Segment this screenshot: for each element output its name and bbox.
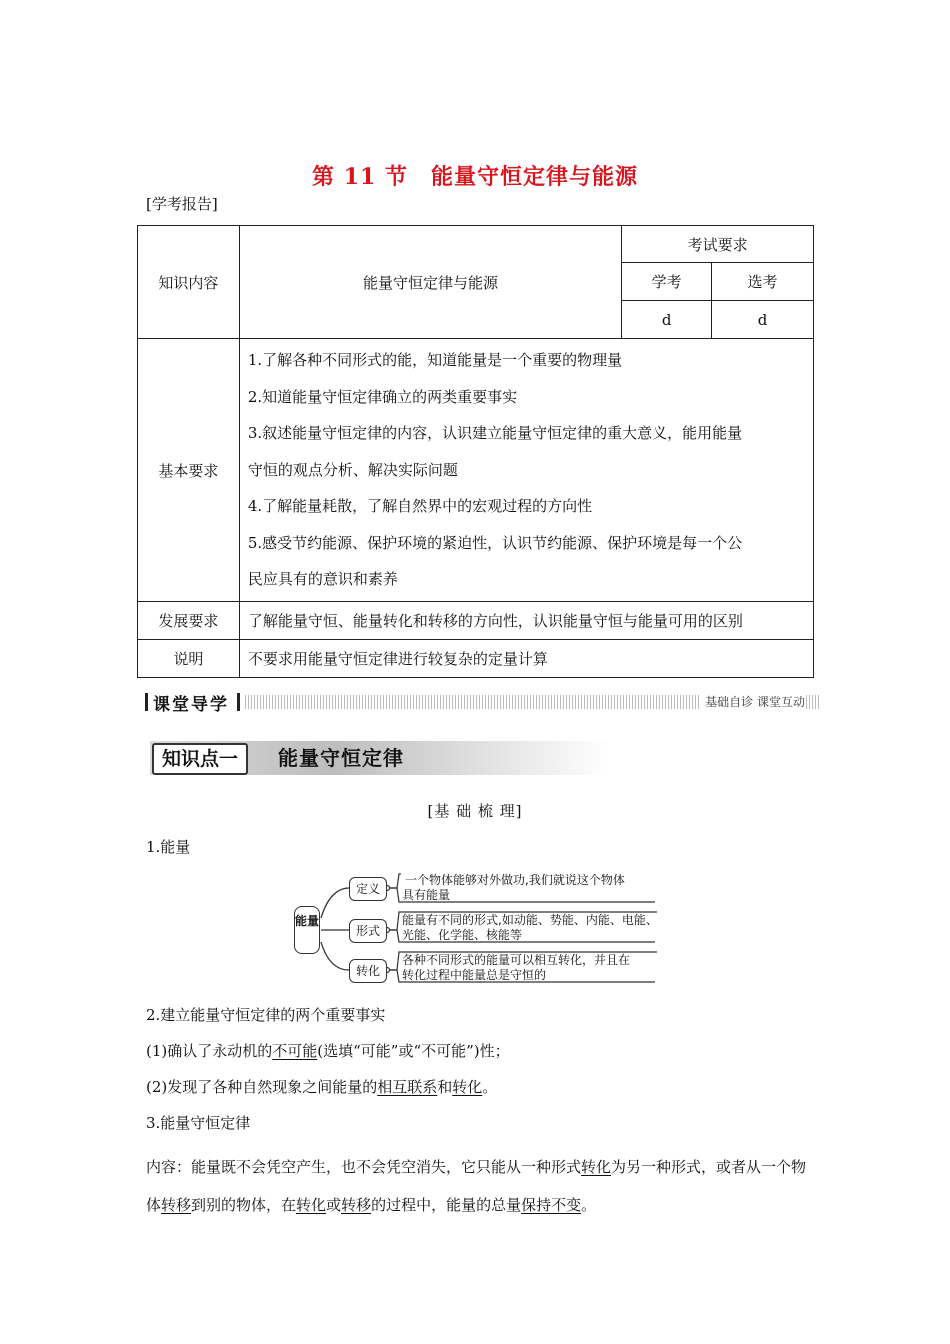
mindmap-desc-line: 能量有不同的形式,如动能、势能、内能、电能、 [402, 913, 658, 927]
basic-label: 基本要求 [138, 339, 240, 602]
basic-item: 5.感受节约能源、保护环境的紧迫性，认识节约能源、保护环境是每一个公 [247, 533, 743, 552]
fill-blank: 转移 [161, 1196, 192, 1214]
fill-blank: 转移 [341, 1196, 372, 1214]
note-value: 不要求用能量守恒定律进行较复杂的定量计算 [239, 640, 813, 678]
mindmap-desc-line: 光能、化学能、核能等 [402, 928, 523, 942]
text: 。 [581, 1196, 597, 1214]
item2-title: 2.建立能量守恒定律的两个重要事实 [146, 1006, 386, 1024]
xuekao-level: d [622, 301, 712, 339]
requirements-table [137, 225, 814, 678]
mindmap-desc-line: 各种不同形式的能量可以相互转化，并且在 [402, 953, 631, 967]
banner-title: 课堂导学 [153, 695, 229, 715]
xuekao-header: 学考 [622, 263, 712, 301]
fill-blank: 转化 [452, 1078, 483, 1096]
knowledge-point-title: 能量守恒定律 [278, 746, 404, 770]
item1-title: 1.能量 [146, 838, 191, 856]
mindmap-root: 能量 [294, 906, 320, 954]
item2-line1 [146, 1040, 510, 1061]
fill-blank: 转化 [581, 1158, 612, 1176]
text: 到别的物体，在 [191, 1196, 297, 1214]
basic-item: 民应具有的意识和素养 [247, 570, 398, 589]
fill-blank: 保持不变 [521, 1196, 582, 1214]
text: 的过程中，能量的总量 [371, 1196, 522, 1214]
basic-item: 1.了解各种不同形式的能，知道能量是一个重要的物理量 [247, 351, 623, 370]
text: 内容：能量既不会凭空产生，也不会凭空消失，它只能从一种形式 [146, 1158, 582, 1176]
report-label: [学考报告] [146, 195, 218, 213]
text: (选填“可能”或“不可能”)性； [317, 1042, 510, 1060]
develop-label: 发展要求 [138, 602, 240, 640]
note-label: 说明 [138, 640, 240, 678]
text: (2)发现了各种自然现象之间能量的 [146, 1078, 378, 1096]
text: 和 [437, 1078, 453, 1096]
section-banner [145, 690, 817, 714]
knowledge-point-header [150, 741, 610, 775]
banner-divider [237, 693, 240, 711]
section-label: [基 础 梳 理] [427, 802, 523, 820]
fill-blank: 转化 [296, 1196, 327, 1214]
text: 为另一种形式，或 [611, 1158, 732, 1176]
mindmap-desc-line: 具有能量 [402, 888, 451, 902]
text: 者从一个物体 [146, 1158, 807, 1214]
develop-value: 了解能量守恒、能量转化和转移的方向性，认识能量守恒与能量可用的区别 [239, 602, 813, 640]
xuankao-header: 选考 [712, 263, 814, 301]
energy-mindmap [293, 868, 665, 990]
mindmap-desc-line: 一个物体能够对外做功,我们就说这个物体 [405, 873, 625, 887]
item2-line2 [146, 1076, 497, 1097]
basic-item: 2.知道能量守恒定律确立的两类重要事实 [247, 387, 518, 406]
banner-divider [145, 693, 148, 711]
basic-item: 守恒的观点分析、解决实际问题 [247, 460, 458, 479]
knowledge-point-tag: 知识点一 [152, 743, 248, 775]
mindmap-desc-line: 转化过程中能量总是守恒的 [402, 968, 547, 982]
xuankao-level: d [712, 301, 814, 339]
item3-content [146, 1148, 816, 1224]
basic-list [239, 339, 813, 602]
text: (1)确认了永动机的 [146, 1042, 273, 1060]
fill-blank: 相互联系 [377, 1078, 438, 1096]
mindmap-node-definition: 定义 [349, 877, 387, 901]
basic-item: 4.了解能量耗散，了解自然界中的宏观过程的方向性 [247, 497, 593, 516]
item3-title: 3.能量守恒定律 [146, 1114, 251, 1132]
mindmap-node-conversion: 转化 [349, 959, 387, 983]
knowledge-value: 能量守恒定律与能源 [239, 226, 621, 339]
text: 或 [326, 1196, 342, 1214]
knowledge-label: 知识内容 [138, 226, 240, 339]
exam-requirement-header: 考试要求 [622, 226, 814, 263]
page-title: 第 11 节 能量守恒定律与能源 [312, 164, 638, 190]
mindmap-node-form: 形式 [349, 919, 387, 943]
banner-subtitle: 基础自诊 课堂互动 [699, 693, 805, 710]
fill-blank: 不可能 [272, 1042, 318, 1060]
basic-item: 3.叙述能量守恒定律的内容，认识建立能量守恒定律的重大意义，能用能量 [247, 424, 743, 443]
text: 。 [482, 1078, 498, 1096]
